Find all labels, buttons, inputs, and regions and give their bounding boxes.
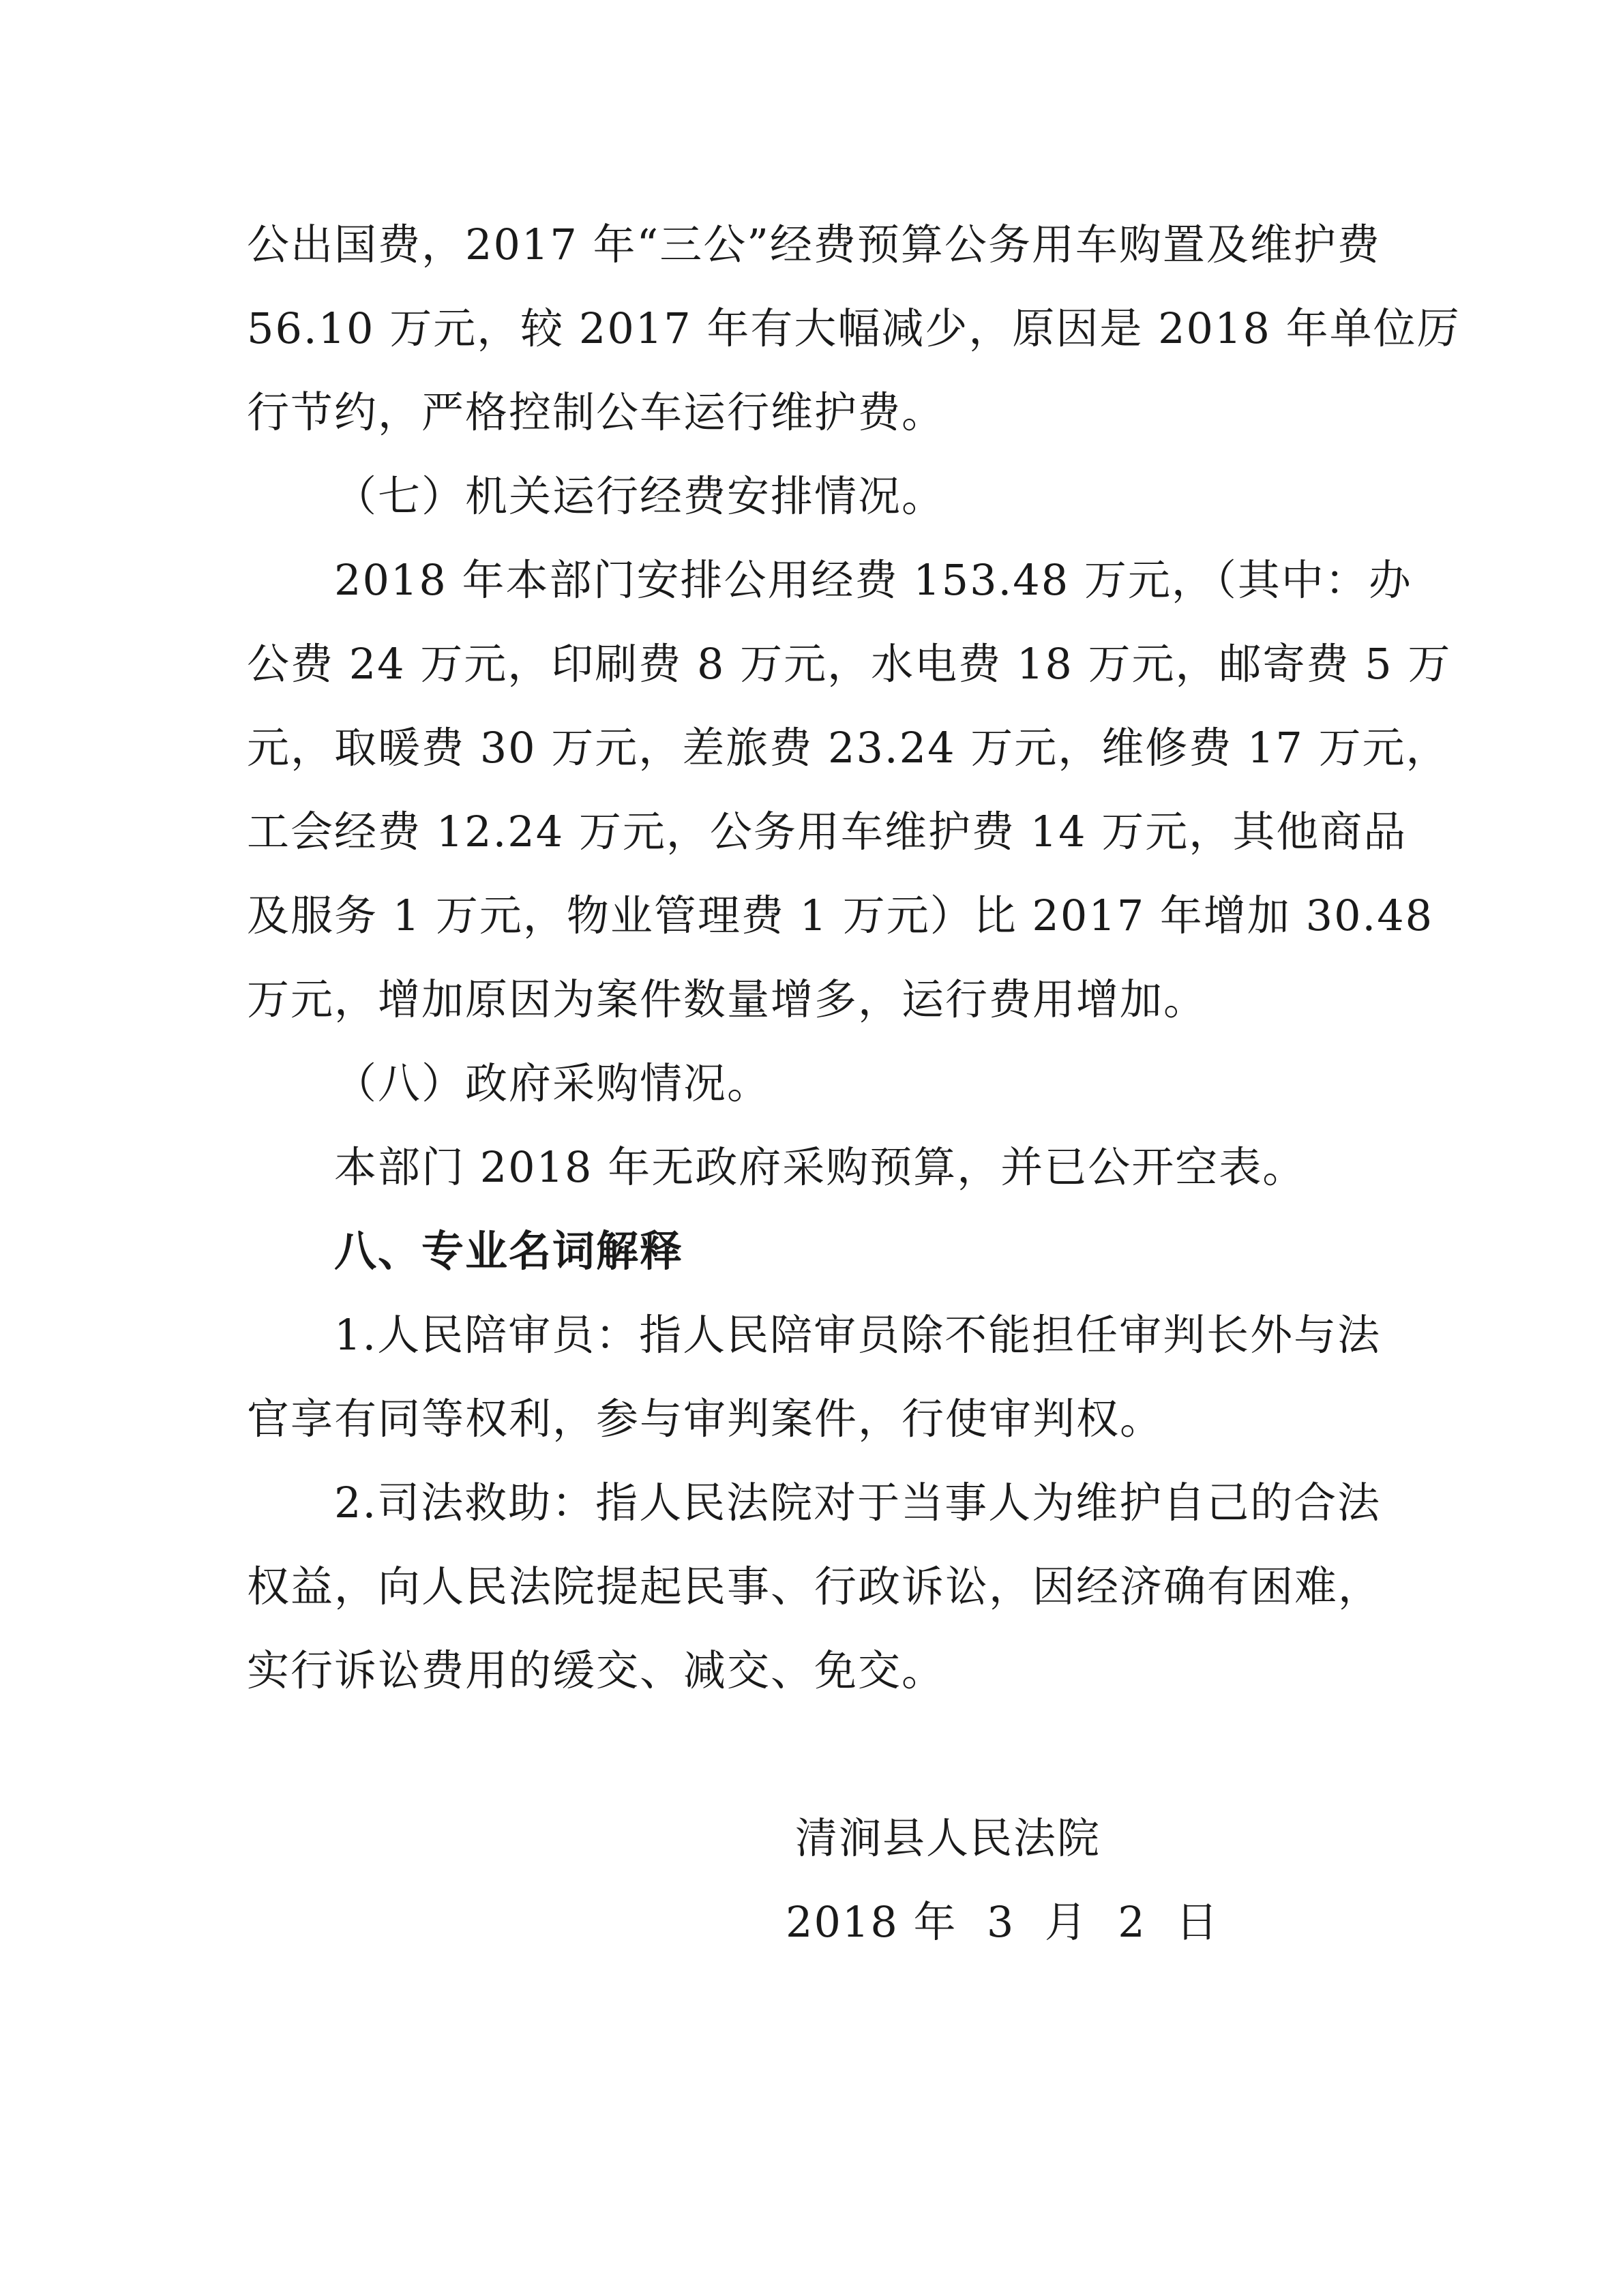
signature-organization: 清涧县人民法院: [795, 1813, 1101, 1863]
text-line: 及服务 1 万元，物业管理费 1 万元）比 2017 年增加 30.48: [247, 891, 1434, 940]
text-line: 2018 年本部门安排公用经费 153.48 万元，（其中：办: [334, 555, 1412, 605]
text-line: 工会经费 12.24 万元，公务用车维护费 14 万元，其他商品: [247, 807, 1408, 856]
signature-date: 2018 年 3 月 2 日: [786, 1897, 1220, 1947]
text-line: 权益，向人民法院提起民事、行政诉讼，因经济确有困难，: [247, 1562, 1382, 1611]
text-line: 行节约，严格控制公车运行维护费。: [247, 387, 946, 437]
section-heading: （八）政府采购情况。: [334, 1058, 771, 1108]
text-line: 元，取暖费 30 万元，差旅费 23.24 万元，维修费 17 万元，: [247, 723, 1450, 773]
text-line: 1.人民陪审员：指人民陪审员除不能担任审判长外与法: [334, 1310, 1382, 1360]
text-line: 2.司法救助：指人民法院对于当事人为维护自己的合法: [334, 1478, 1382, 1527]
text-line: 56.10 万元，较 2017 年有大幅减少，原因是 2018 年单位厉: [247, 303, 1461, 353]
text-line: 万元，增加原因为案件数量增多，运行费用增加。: [247, 974, 1208, 1024]
text-line: 公出国费，2017 年“三公”经费预算公务用车购置及维护费: [247, 220, 1381, 269]
text-line: 本部门 2018 年无政府采购预算，并已公开空表。: [334, 1142, 1307, 1192]
text-line: 官享有同等权利，参与审判案件，行使审判权。: [247, 1394, 1164, 1444]
chapter-heading: 八、专业名词解释: [334, 1226, 684, 1276]
section-heading: （七）机关运行经费安排情况。: [334, 471, 946, 521]
text-line: 公费 24 万元，印刷费 8 万元，水电费 18 万元，邮寄费 5 万: [247, 639, 1452, 689]
text-line: 实行诉讼费用的缓交、减交、免交。: [247, 1645, 946, 1695]
